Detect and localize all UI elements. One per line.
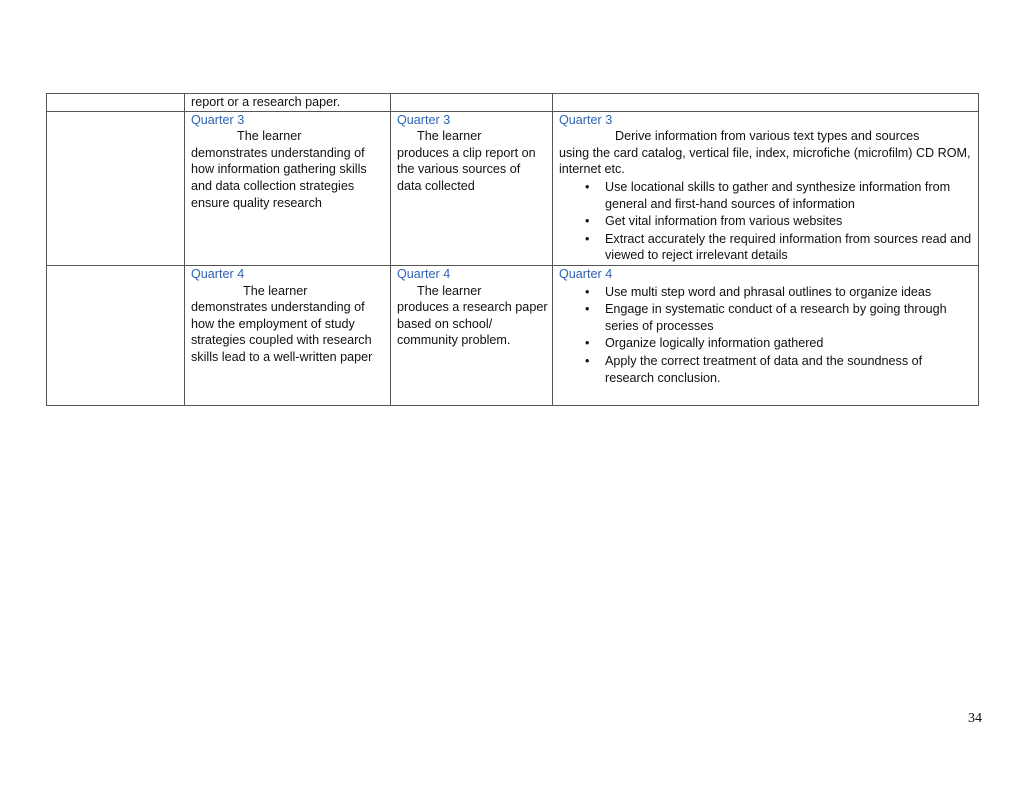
competency-list bbox=[559, 284, 974, 387]
list-item bbox=[559, 284, 974, 301]
table-row bbox=[47, 94, 979, 112]
bullet-icon: • bbox=[585, 353, 590, 368]
list-item bbox=[559, 353, 974, 386]
table-cell-empty bbox=[553, 94, 979, 112]
table-cell-empty bbox=[391, 94, 553, 112]
cell-text: report or a research paper. bbox=[191, 95, 341, 109]
cell-lead-text: The learner bbox=[417, 283, 482, 298]
list-item-text: Extract accurately the required information from sources read and viewed to reject irrelevant details bbox=[605, 231, 972, 263]
bullet-icon: • bbox=[585, 179, 590, 194]
list-item bbox=[559, 213, 974, 230]
cell-text: demonstrates understanding of how information gathering skills and data collection strategies ensure quality research bbox=[191, 145, 367, 210]
table-cell-performance-standard bbox=[391, 265, 553, 405]
quarter-label: Quarter 4 bbox=[191, 266, 245, 281]
page-number: 34 bbox=[968, 711, 982, 726]
bullet-icon: • bbox=[585, 231, 590, 246]
bullet-icon: • bbox=[585, 302, 590, 317]
cell-lead-text: The learner bbox=[417, 129, 482, 144]
list-item-text: Engage in systematic conduct of a research by going through series of processes bbox=[605, 302, 947, 333]
list-item bbox=[559, 231, 974, 264]
bullet-icon: • bbox=[585, 214, 590, 229]
cell-lead-text: The learner bbox=[237, 129, 302, 144]
competency-list bbox=[559, 179, 974, 264]
cell-text: produces a research paper based on school/ community problem. bbox=[397, 300, 548, 348]
list-item bbox=[559, 301, 974, 334]
table-row bbox=[47, 111, 979, 265]
list-item-text: Organize logically information gathered bbox=[605, 336, 824, 351]
table-cell-empty bbox=[47, 94, 185, 112]
table-cell-performance-standard bbox=[391, 111, 553, 265]
table-cell-empty bbox=[47, 111, 185, 265]
list-item bbox=[559, 179, 974, 212]
cell-text: produces a clip report on the various sources of data collected bbox=[397, 145, 536, 193]
table-cell-learning-competencies bbox=[553, 265, 979, 405]
table-cell-empty bbox=[47, 265, 185, 405]
cell-lead-text: The learner bbox=[243, 283, 308, 298]
bullet-icon: • bbox=[585, 336, 590, 351]
table-cell-content-standard bbox=[185, 111, 391, 265]
quarter-label: Quarter 4 bbox=[559, 266, 613, 281]
bullet-icon: • bbox=[585, 284, 590, 299]
quarter-label: Quarter 3 bbox=[397, 112, 451, 127]
quarter-label: Quarter 3 bbox=[191, 112, 245, 127]
table-row bbox=[47, 265, 979, 405]
curriculum-table bbox=[46, 93, 979, 406]
cell-lead-text: Derive information from various text types and sources bbox=[615, 129, 920, 144]
table-cell-learning-competencies bbox=[553, 111, 979, 265]
table-cell-standard bbox=[185, 94, 391, 112]
list-item-text: Use locational skills to gather and synthesize information from general and first-hand sources of information bbox=[605, 179, 951, 211]
cell-text: demonstrates understanding of how the employment of study strategies coupled with research skills lead to a well-written paper bbox=[191, 300, 373, 364]
table-cell-content-standard bbox=[185, 265, 391, 405]
list-item bbox=[559, 335, 974, 352]
quarter-label: Quarter 3 bbox=[559, 112, 613, 127]
quarter-label: Quarter 4 bbox=[397, 266, 451, 281]
list-item-text: Apply the correct treatment of data and the soundness of research conclusion. bbox=[605, 353, 923, 385]
cell-text: using the card catalog, vertical file, index, microfiche (microfilm) CD ROM, internet etc. bbox=[559, 145, 971, 177]
list-item-text: Use multi step word and phrasal outlines to organize ideas bbox=[605, 284, 932, 299]
list-item-text: Get vital information from various websites bbox=[605, 214, 843, 229]
